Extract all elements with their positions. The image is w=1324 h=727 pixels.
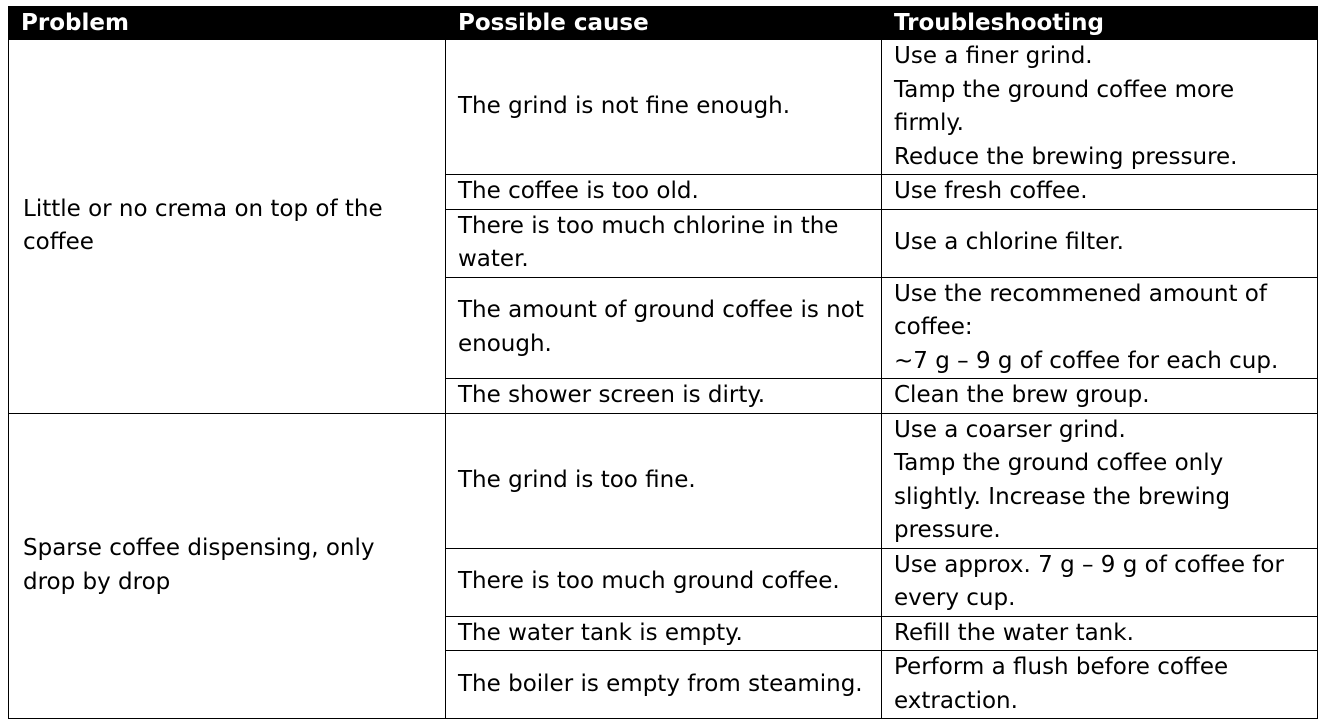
cause-cell: The boiler is empty from steaming. — [446, 651, 882, 719]
cause-cell: The grind is too fine. — [446, 413, 882, 548]
header-possible-cause: Possible cause — [446, 7, 882, 40]
table-row — [9, 40, 1318, 175]
fix-cell — [882, 413, 1318, 548]
fix-line: Tamp the ground coffee only slightly. Increase the brewing pressure. — [894, 450, 1231, 543]
fix-line: Reduce the brewing pressure. — [894, 143, 1238, 170]
problem-cell: Little or no crema on top of the coffee — [9, 40, 446, 414]
fix-cell — [882, 277, 1318, 379]
fix-line: Use the recommened amount of coffee: — [894, 280, 1267, 340]
fix-line: Use a finer grind. — [894, 43, 1093, 69]
cause-cell: The grind is not fine enough. — [446, 40, 882, 175]
fix-cell: Perform a flush before coffee extraction. — [882, 651, 1318, 719]
fix-cell — [882, 40, 1318, 175]
cause-cell: The coffee is too old. — [446, 175, 882, 210]
header-problem: Problem — [9, 7, 446, 40]
fix-cell: Use fresh coffee. — [882, 175, 1318, 210]
fix-line: Tamp the ground coffee more firmly. — [894, 76, 1235, 136]
fix-cell: Clean the brew group. — [882, 379, 1318, 414]
table-header-row — [9, 7, 1318, 40]
cause-cell: There is too much chlorine in the water. — [446, 209, 882, 277]
troubleshooting-table — [8, 6, 1318, 719]
problem-cell: Sparse coffee dispensing, only drop by drop — [9, 413, 446, 719]
cause-cell: The amount of ground coffee is not enough. — [446, 277, 882, 379]
header-troubleshooting: Troubleshooting — [882, 7, 1318, 40]
table-row — [9, 413, 1318, 548]
cause-cell: There is too much ground coffee. — [446, 548, 882, 616]
cause-cell: The shower screen is dirty. — [446, 379, 882, 414]
fix-cell: Refill the water tank. — [882, 616, 1318, 651]
fix-line: ~7 g – 9 g of coffee for each cup. — [894, 347, 1279, 374]
cause-cell: The water tank is empty. — [446, 616, 882, 651]
fix-cell: Use a chlorine filter. — [882, 209, 1318, 277]
fix-cell: Use approx. 7 g – 9 g of coffee for every cup. — [882, 548, 1318, 616]
fix-line: Use a coarser grind. — [894, 416, 1126, 443]
